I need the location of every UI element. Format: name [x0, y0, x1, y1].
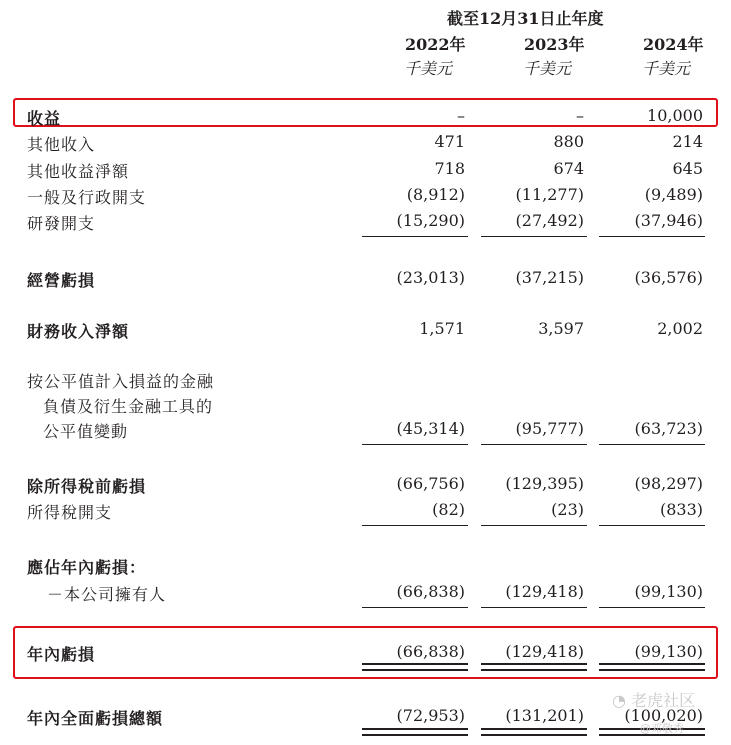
unit-label-2022: 千美元 [404, 59, 453, 78]
row-label-other-income: 其他收入 [27, 135, 96, 154]
value-rd-expenses-2022: (15,290) [396, 211, 465, 230]
value-operating-loss-2024: (36,576) [634, 268, 703, 287]
value-operating-loss-2022: (23,013) [396, 268, 465, 287]
row-label-loss-for-year: 年內虧損 [27, 645, 96, 664]
value-total-comprehensive-loss-2024: (100,020) [624, 706, 703, 725]
value-income-tax-2024: (833) [659, 500, 703, 519]
row-label-finance-income: 財務收入淨額 [27, 322, 130, 341]
value-owners-2022: (66,838) [396, 582, 465, 601]
value-loss-before-tax-2024: (98,297) [634, 474, 703, 493]
value-loss-before-tax-2023: (129,395) [505, 474, 584, 493]
value-admin-expenses-2023: (11,277) [515, 185, 584, 204]
row-label-other-gains: 其他收益淨額 [27, 162, 130, 181]
value-income-tax-2022: (82) [432, 500, 465, 519]
unit-label-2023: 千美元 [523, 59, 572, 78]
value-income-tax-2023: (23) [551, 500, 584, 519]
subtotal-rule-2024 [599, 525, 705, 526]
subtotal-rule-2022 [362, 236, 468, 237]
period-header: 截至12月31日止年度 [447, 9, 604, 28]
value-fair-value-2023: (95,777) [515, 419, 584, 438]
value-loss-for-year-2022: (66,838) [396, 642, 465, 661]
value-revenue-2024: 10,000 [647, 106, 703, 125]
total-double-rule-2023 [481, 663, 587, 671]
row-label-fair-value-line2: 負債及衍生金融工具的 [43, 397, 214, 416]
watermark-text: 老虎社区 [631, 691, 696, 710]
watermark-logo [612, 688, 695, 711]
value-total-comprehensive-loss-2022: (72,953) [396, 706, 465, 725]
subtotal-rule-2024 [599, 444, 705, 445]
value-finance-income-2024: 2,002 [657, 319, 703, 338]
value-other-gains-2024: 645 [672, 159, 703, 178]
row-label-rd-expenses: 研發開支 [27, 214, 96, 233]
value-admin-expenses-2022: (8,912) [406, 185, 465, 204]
value-owners-2024: (99,130) [634, 582, 703, 601]
value-other-income-2023: 880 [553, 132, 584, 151]
value-revenue-2023: – [576, 106, 584, 125]
row-label-income-tax: 所得稅開支 [27, 503, 113, 522]
value-admin-expenses-2024: (9,489) [644, 185, 703, 204]
subtotal-rule-2023 [481, 236, 587, 237]
watermark-subtext: @邓敬秀 [640, 722, 684, 735]
row-label-fair-value-line3: 公平值變動 [43, 422, 129, 441]
row-label-fair-value-line1: 按公平值計入損益的金融 [27, 372, 215, 391]
value-rd-expenses-2023: (27,492) [515, 211, 584, 230]
value-other-income-2022: 471 [434, 132, 465, 151]
total-double-rule-2024 [599, 663, 705, 671]
value-loss-before-tax-2022: (66,756) [396, 474, 465, 493]
value-total-comprehensive-loss-2023: (131,201) [505, 706, 584, 725]
tiger-icon: ◔ [612, 691, 626, 710]
subtotal-rule-2022 [362, 525, 468, 526]
subtotal-rule-2024 [599, 607, 705, 608]
total-double-rule-2022 [362, 728, 468, 736]
row-label-loss-attributable: 應佔年內虧損： [27, 558, 147, 577]
year-header-2023: 2023年 [524, 35, 585, 54]
subtotal-rule-2024 [599, 236, 705, 237]
value-fair-value-2022: (45,314) [396, 419, 465, 438]
subtotal-rule-2023 [481, 607, 587, 608]
total-double-rule-2022 [362, 663, 468, 671]
subtotal-rule-2022 [362, 444, 468, 445]
value-other-gains-2022: 718 [434, 159, 465, 178]
row-label-owners: －本公司擁有人 [47, 585, 167, 604]
subtotal-rule-2022 [362, 607, 468, 608]
value-loss-for-year-2023: (129,418) [505, 642, 584, 661]
year-header-2024: 2024年 [643, 35, 704, 54]
value-finance-income-2023: 3,597 [538, 319, 584, 338]
unit-label-2024: 千美元 [642, 59, 691, 78]
row-label-total-comprehensive-loss: 年內全面虧損總額 [27, 709, 164, 728]
value-other-income-2024: 214 [672, 132, 703, 151]
value-revenue-2022: – [457, 106, 465, 125]
row-label-loss-before-tax: 除所得稅前虧損 [27, 477, 147, 496]
subtotal-rule-2023 [481, 444, 587, 445]
row-label-admin-expenses: 一般及行政開支 [27, 188, 147, 207]
value-finance-income-2022: 1,571 [419, 319, 465, 338]
row-label-operating-loss: 經營虧損 [27, 271, 96, 290]
value-fair-value-2024: (63,723) [634, 419, 703, 438]
total-double-rule-2023 [481, 728, 587, 736]
year-header-2022: 2022年 [405, 35, 466, 54]
value-loss-for-year-2024: (99,130) [634, 642, 703, 661]
value-owners-2023: (129,418) [505, 582, 584, 601]
value-operating-loss-2023: (37,215) [515, 268, 584, 287]
value-other-gains-2023: 674 [553, 159, 584, 178]
value-rd-expenses-2024: (37,946) [634, 211, 703, 230]
subtotal-rule-2023 [481, 525, 587, 526]
row-label-revenue: 收益 [27, 109, 62, 128]
